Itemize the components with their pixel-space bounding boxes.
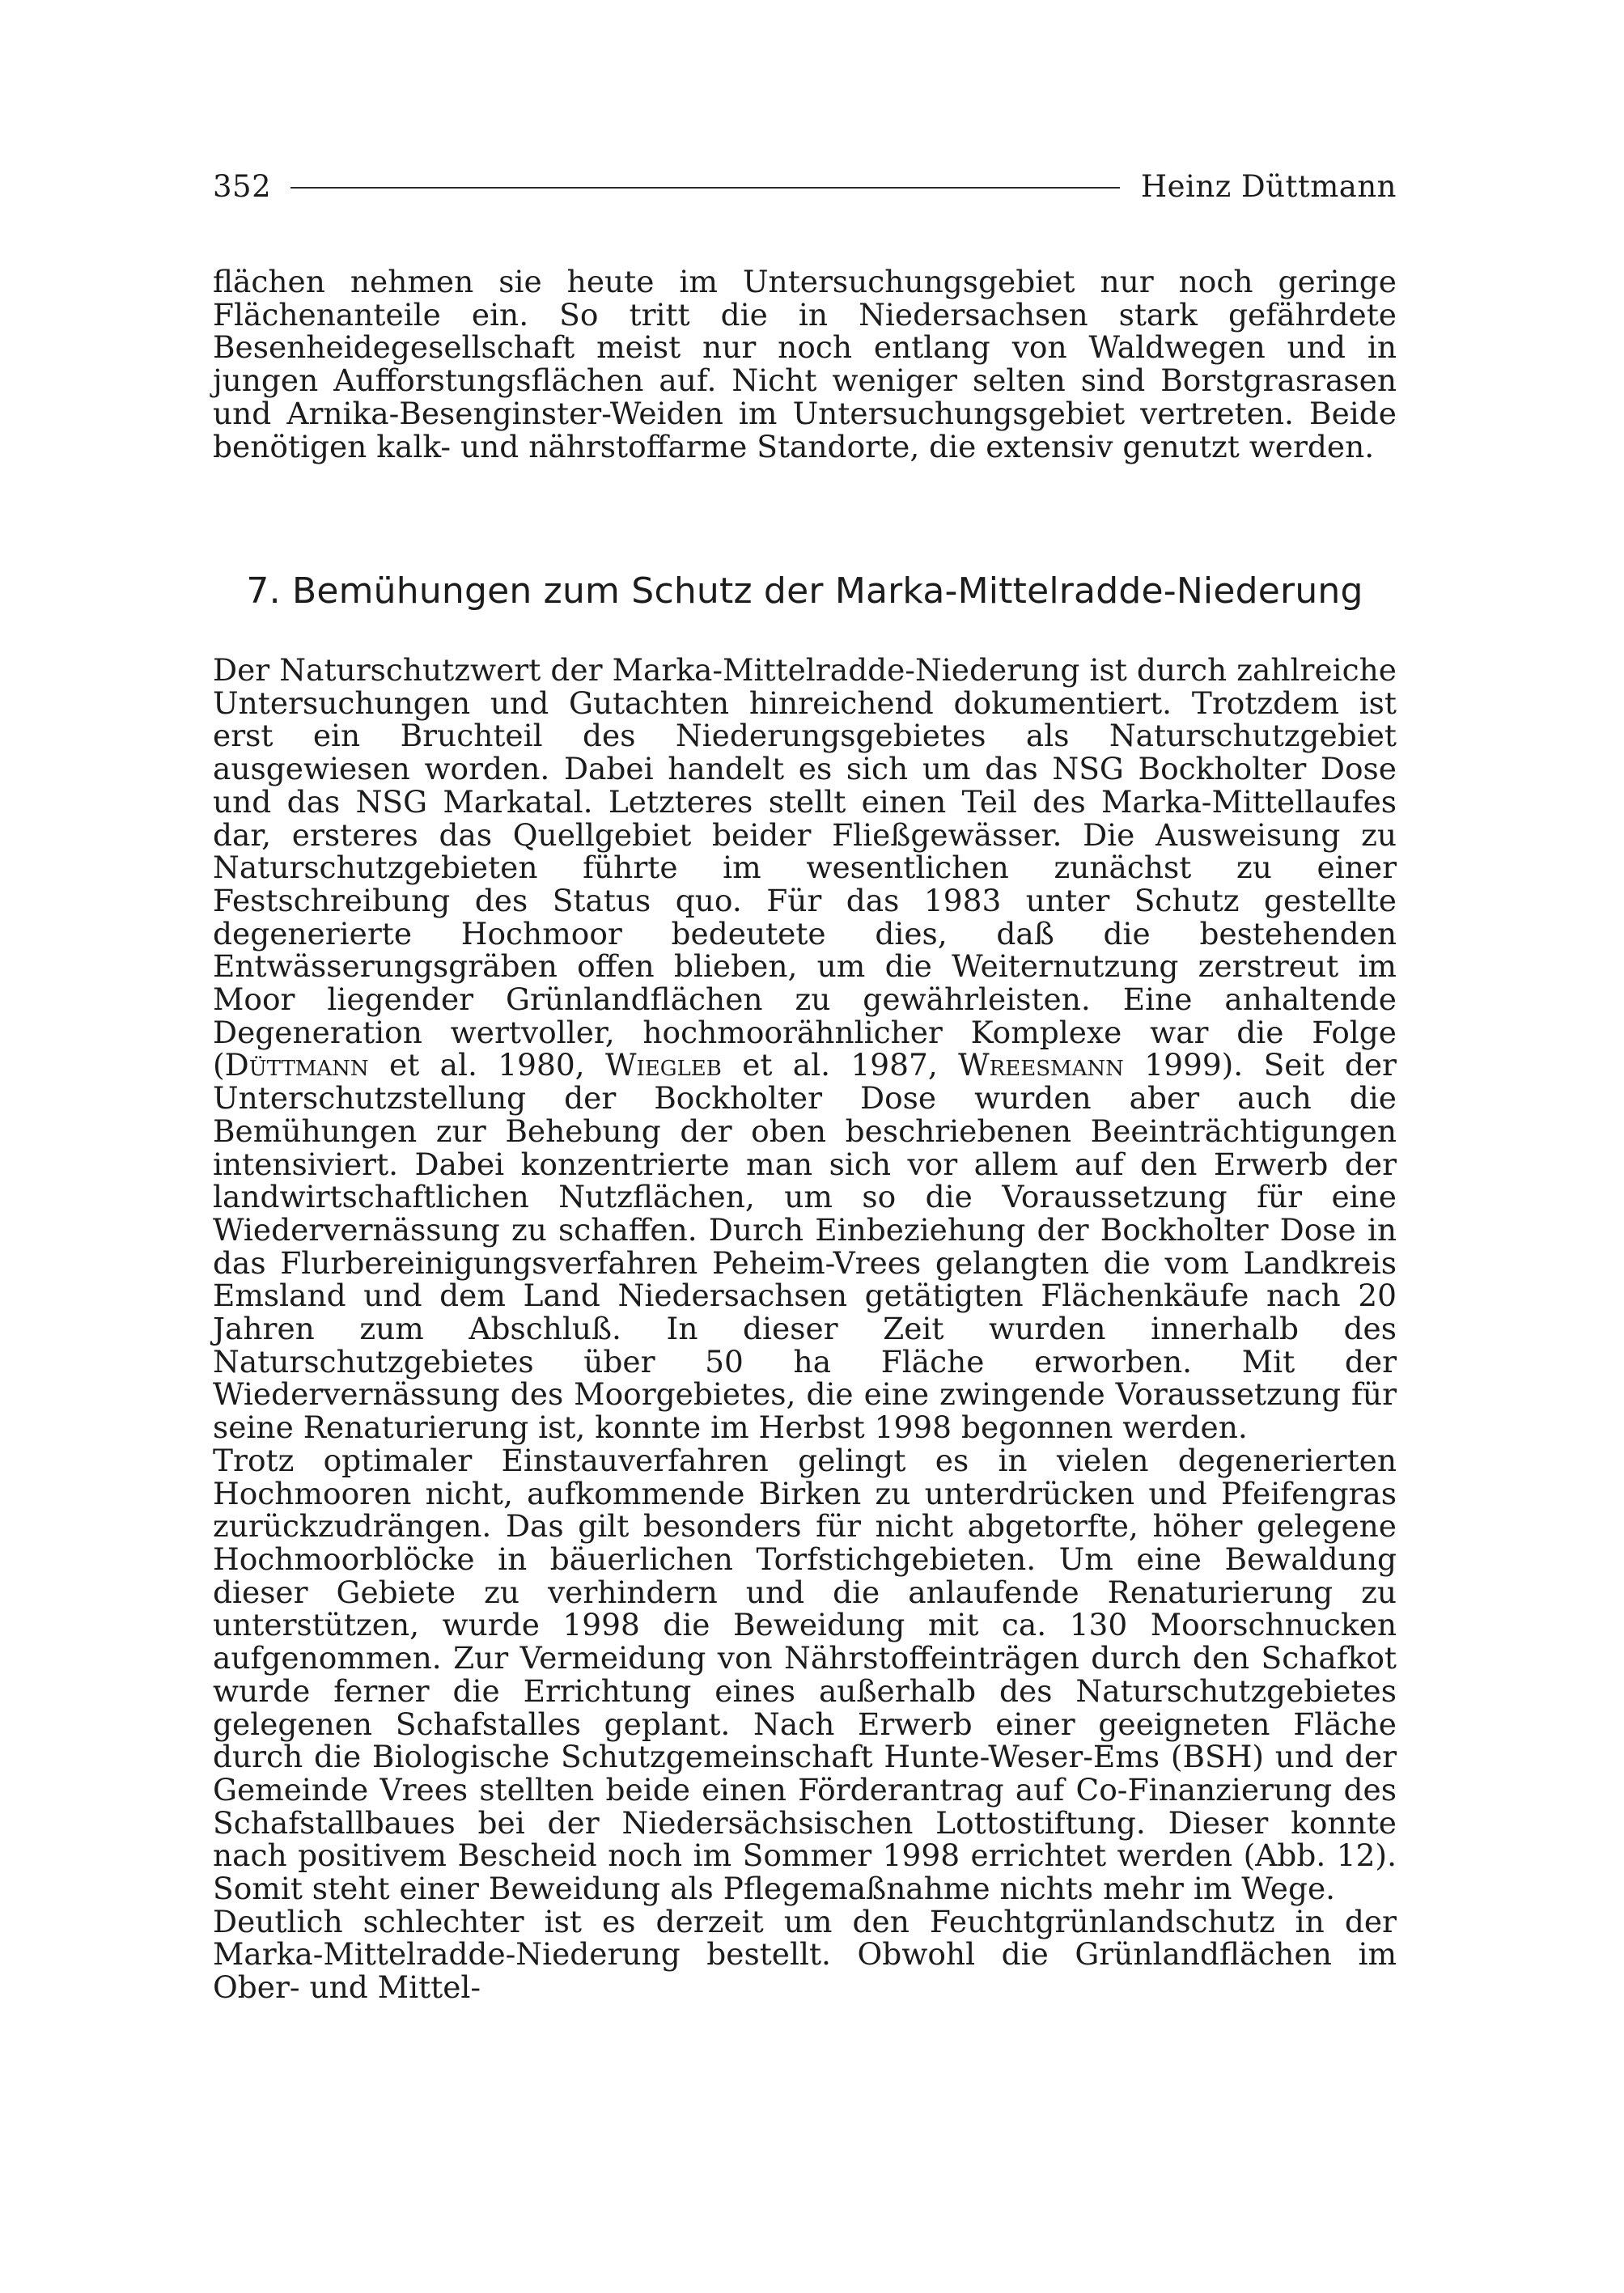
section-body (213, 654, 1397, 2004)
citation-year-1: et al. 1980, (368, 1047, 605, 1083)
section-heading: 7. Bemühungen zum Schutz der Marka-Mittelradde-Niederung (246, 570, 1363, 612)
paragraph-1 (213, 654, 1397, 1444)
running-head-author: Heinz Düttmann (1140, 168, 1397, 204)
citation-author-wiegleb: Wiegleb (604, 1047, 722, 1083)
citation-year-3: 1999). (1123, 1047, 1244, 1083)
page-number: 352 (213, 168, 272, 204)
paragraph-3: Deutlich schlechter ist es derzeit um den Feuchtgrünlandschutz in der Marka-Mittelradde-Niederung bestellt. Obwohl die Grünlandflächen im Ober- und Mittel- (213, 1903, 1397, 2006)
intro-paragraph: flächen nehmen sie heute im Untersuchungsgebiet nur noch geringe Flächenanteile ein. So tritt die in Niedersachsen stark gefährdete Besenheidegesellschaft meist nur noch entlang von Waldwegen und in jungen Aufforstungsflächen auf. Nicht weniger selten sind Borstgrasrasen und Arnika-Besenginster-Weiden im Untersuchungsgebiet vertreten. Beide benötigen kalk- und nährstoffarme Standorte, die extensiv genutzt werden. (213, 264, 1397, 464)
paragraph-2: Trotz optimaler Einstauverfahren gelingt es in vielen degenerierten Hochmooren nicht, aufkommende Birken zu unterdrücken und Pfeifengras zurückzudrängen. Das gilt besonders für nicht abgetorfte, höher gelegene Hochmoorblöcke in bäuerlichen Torfstichgebieten. Um eine Bewaldung dieser Gebiete zu verhindern und die anlaufende Renaturierung zu unterstützen, wurde 1998 die Beweidung mit ca. 130 Moorschnucken aufgenommen. Zur Vermeidung von Nährstoffeinträgen durch den Schafkot wurde ferner die Errichtung eines außerhalb des Naturschutzgebietes gelegenen Schafstalles geplant. Nach Erwerb einer geeigneten Fläche durch die Biologische Schutzgemeinschaft Hunte-Weser-Ems (BSH) und der Gemeinde Vrees stellten beide einen Förderantrag auf Co-Finanzierung des Schafstallbaues bei der Niedersächsischen Lottostiftung. Dieser konnte nach positivem Bescheid noch im Sommer 1998 errichtet werden (Abb. 12). Somit steht einer Beweidung als Pflegemaßnahme nichts mehr im Wege. (213, 1442, 1397, 1907)
citation-author-duettmann: Düttmann (224, 1047, 369, 1083)
header-rule (290, 187, 1120, 189)
citation-author-wreesmann: Wreesmann (958, 1047, 1124, 1083)
paragraph-1-text-b: Seit der Unterschutzstellung der Bockholter Dose wurden aber auch die Bemühungen zur Behebung der oben beschriebenen Beeinträchtigungen intensiviert. Dabei konzentrierte man sich vor allem auf den Erwerb der landwirtschaftlichen Nutzflächen, um so die Voraussetzung für eine Wiedervernässung zu schaffen. Durch Einbeziehung der Bockholter Dose in das Flurbereinigungsverfahren Peheim-Vrees gelangten die vom Landkreis Emsland und dem Land Niedersachsen getätigten Flächenkäufe nach 20 Jahren zum Abschluß. In dieser Zeit wurden innerhalb des Naturschutzgebietes über 50 ha Fläche erworben. Mit der Wiedervernässung des Moorgebietes, die eine zwingende Voraussetzung für seine Renaturierung ist, konnte im Herbst 1998 begonnen werden. (213, 1047, 1397, 1446)
running-head (213, 162, 1397, 210)
intro-paragraph-block (213, 265, 1397, 463)
citation-year-2: et al. 1987, (721, 1047, 959, 1083)
paragraph-1-text-a: Der Naturschutzwert der Marka-Mittelradde-Niederung ist durch zahlreiche Untersuchungen und Gutachten hinreichend dokumentiert. Trotzdem ist erst ein Bruchteil des Niederungsgebietes als Naturschutzgebiet ausgewiesen worden. Dabei handelt es sich um das NSG Bockholter Dose und das NSG Markatal. Letzteres stellt einen Teil des Marka-Mittellaufes dar, ersteres das Quellgebiet beider Fließgewässer. Die Ausweisung zu Naturschutzgebieten führte im wesentlichen zunächst zu einer Festschreibung des Status quo. Für das 1983 unter Schutz gestellte degenerierte Hochmoor bedeutete dies, daß die bestehenden Entwässerungsgräben offen blieben, um die Weiternutzung zerstreut im Moor liegender Grünlandflächen zu gewährleisten. Eine anhaltende Degeneration wertvoller, hochmoorähnlicher Komplexe war die Folge ( (213, 652, 1397, 1083)
